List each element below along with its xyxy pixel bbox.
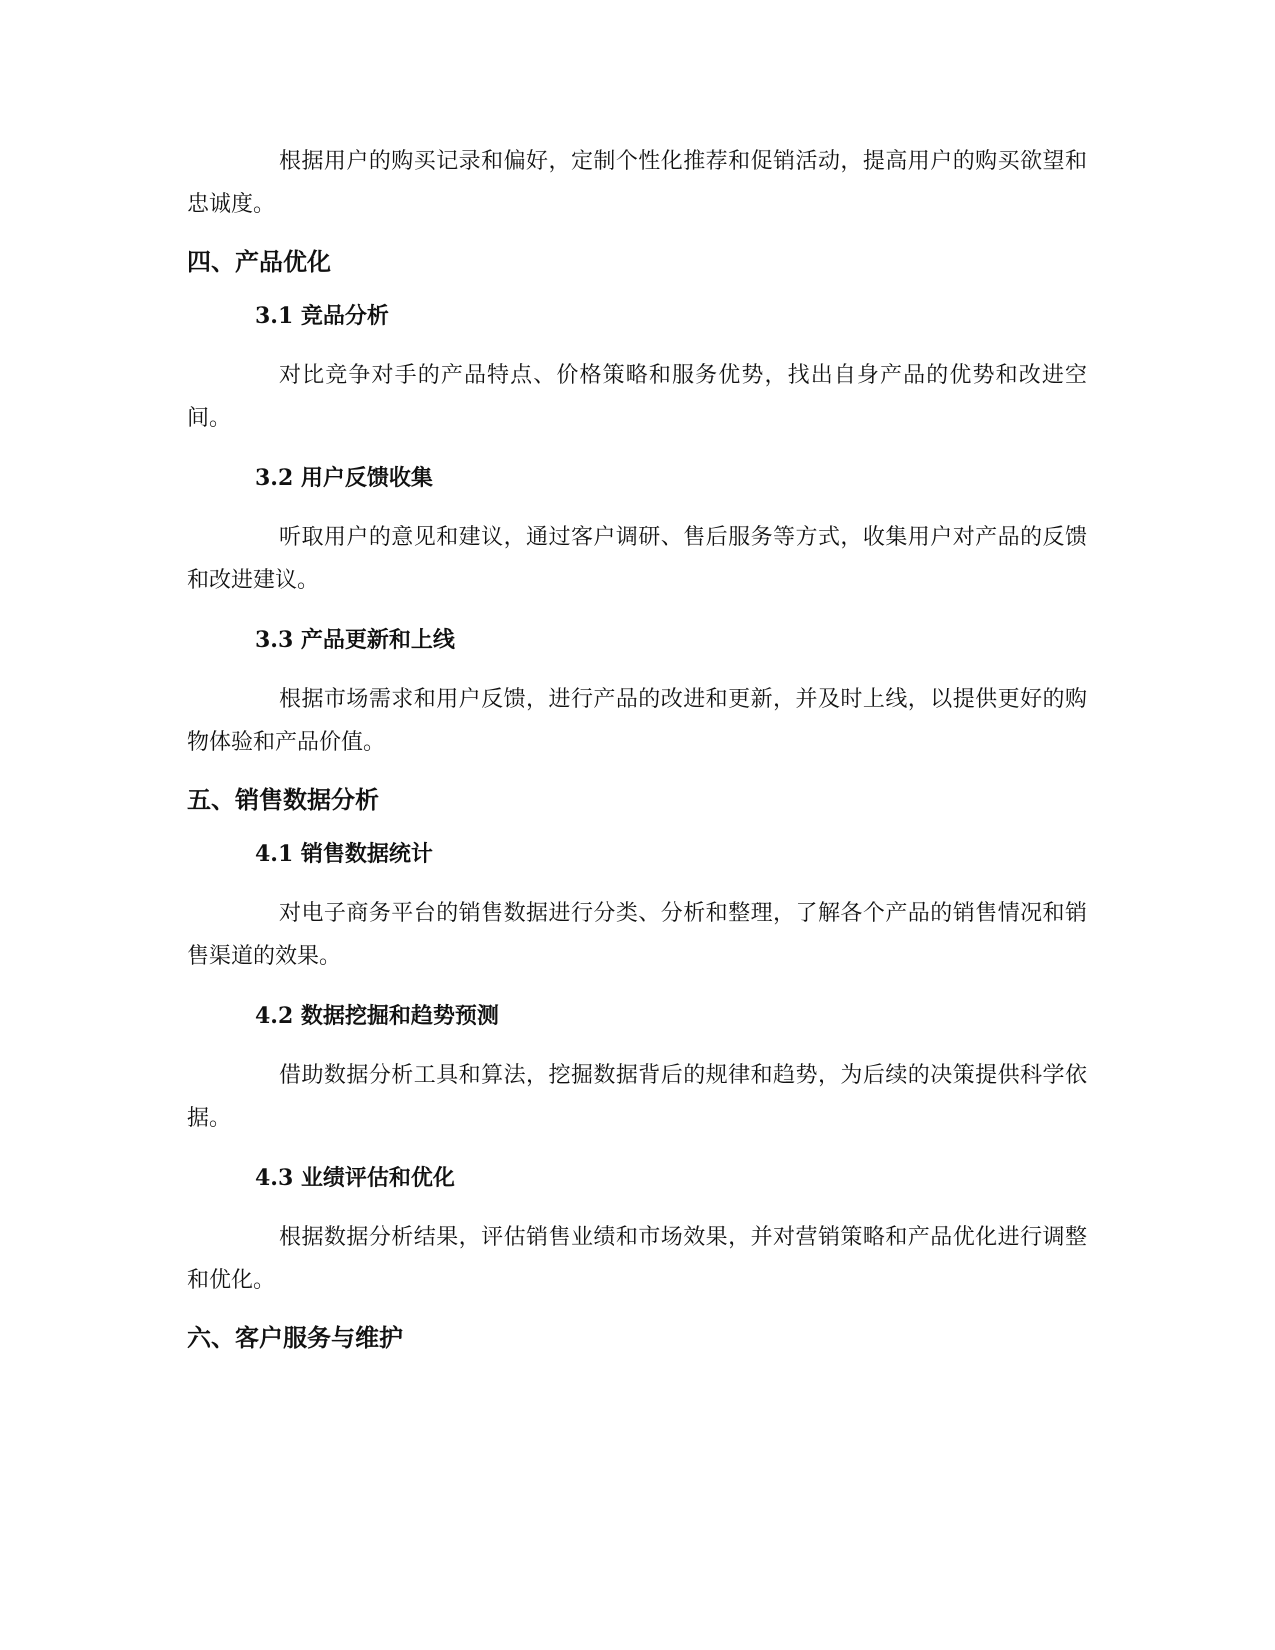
subheading-performance-evaluation: 4.3 业绩评估和优化 xyxy=(255,1165,455,1191)
paragraph-sales-statistics: 对电子商务平台的销售数据进行分类、分析和整理，了解各个产品的销售情况和销售渠道的效果。 xyxy=(187,901,1087,969)
paragraph-data-mining: 借助数据分析工具和算法，挖掘数据背后的规律和趋势，为后续的决策提供科学依据。 xyxy=(187,1063,1087,1131)
subheading-data-mining: 4.2 数据挖掘和趋势预测 xyxy=(255,1003,499,1029)
subheading-sales-statistics: 4.1 销售数据统计 xyxy=(255,841,433,867)
paragraph-personalized-promotion: 根据用户的购买记录和偏好，定制个性化推荐和促销活动，提高用户的购买欲望和忠诚度。 xyxy=(187,149,1087,217)
paragraph-competitor-analysis: 对比竞争对手的产品特点、价格策略和服务优势，找出自身产品的优势和改进空间。 xyxy=(187,363,1087,431)
subheading-competitor-analysis: 3.1 竞品分析 xyxy=(255,303,389,329)
section-heading-customer-service: 六、客户服务与维护 xyxy=(187,1324,403,1352)
subheading-product-update: 3.3 产品更新和上线 xyxy=(255,627,455,653)
document-page xyxy=(187,140,1087,1354)
paragraph-performance-evaluation: 根据数据分析结果，评估销售业绩和市场效果，并对营销策略和产品优化进行调整和优化。 xyxy=(187,1225,1087,1293)
section-heading-sales-data-analysis: 五、销售数据分析 xyxy=(187,786,379,814)
subheading-user-feedback: 3.2 用户反馈收集 xyxy=(255,465,433,491)
section-heading-product-optimization: 四、产品优化 xyxy=(187,248,331,276)
paragraph-user-feedback: 听取用户的意见和建议，通过客户调研、售后服务等方式，收集用户对产品的反馈和改进建议。 xyxy=(187,525,1087,593)
paragraph-product-update: 根据市场需求和用户反馈，进行产品的改进和更新，并及时上线，以提供更好的购物体验和产品价值。 xyxy=(187,687,1087,755)
